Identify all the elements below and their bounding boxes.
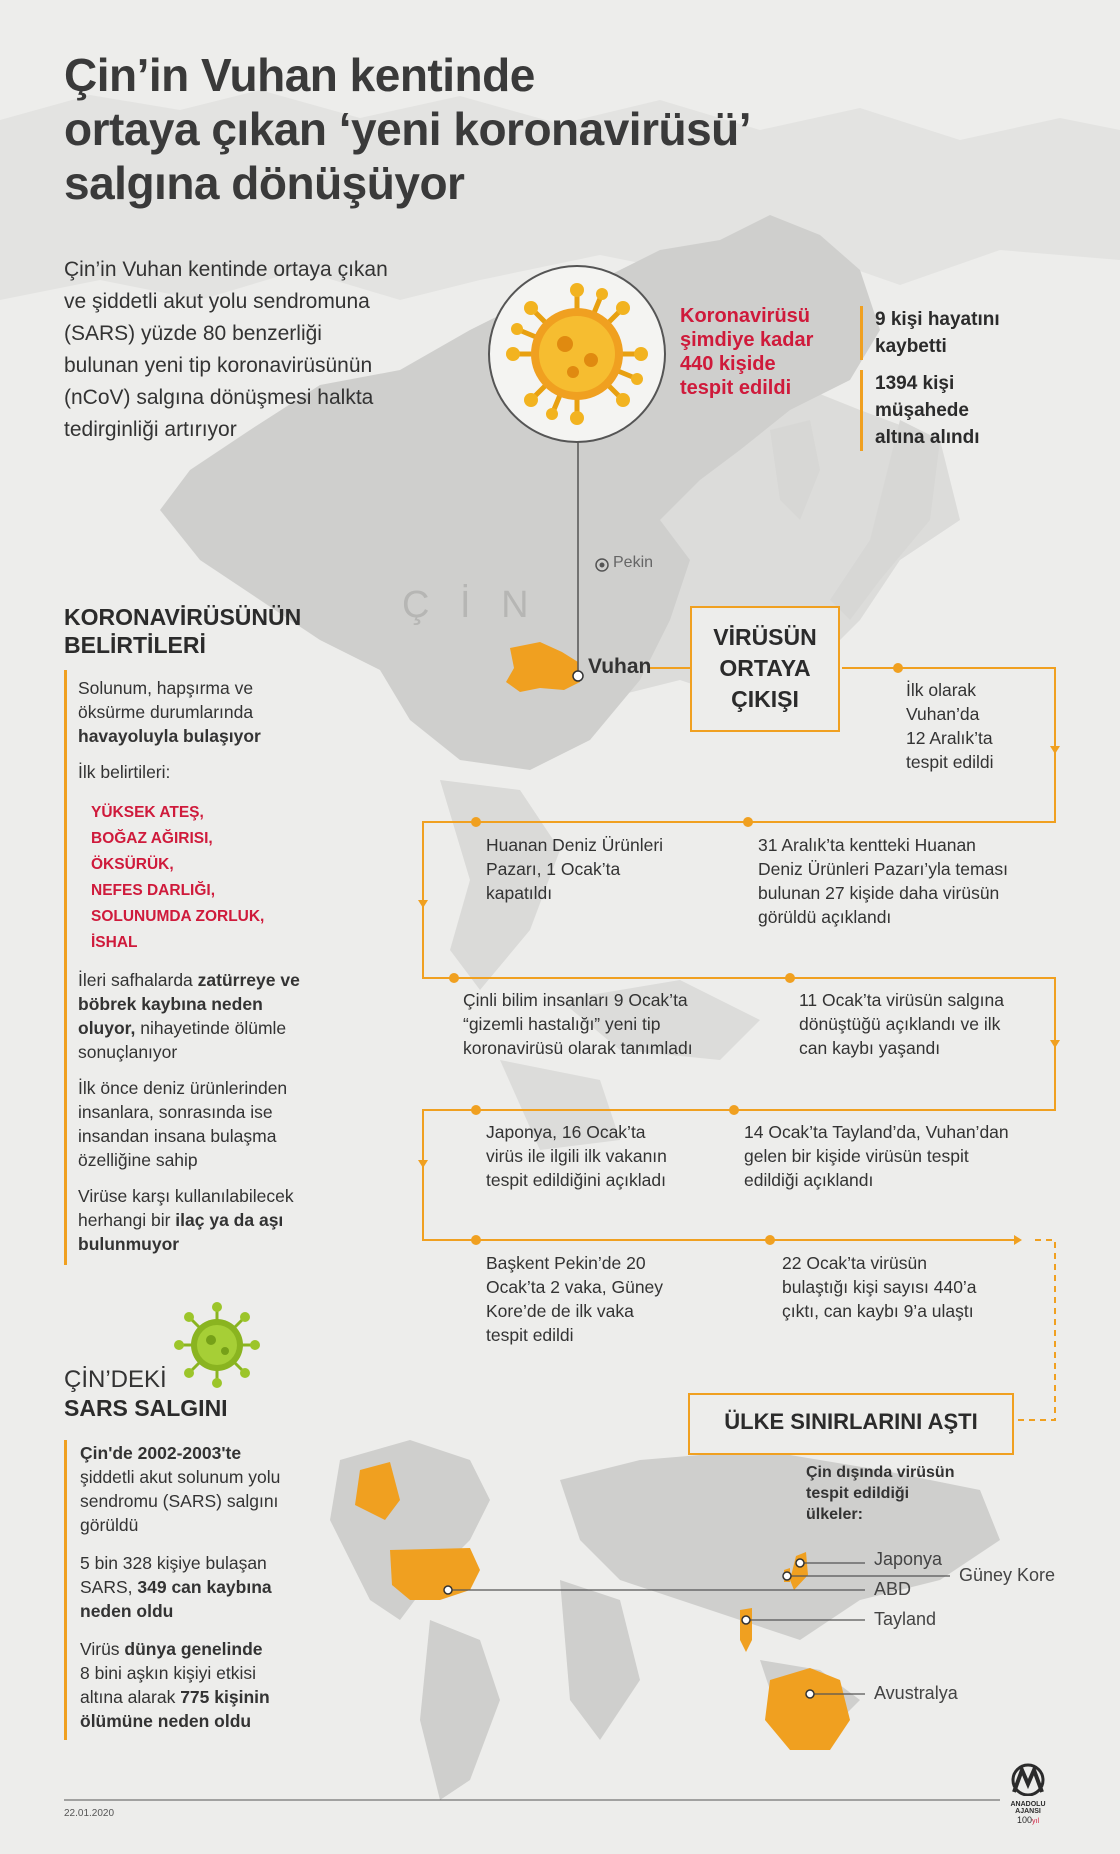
timeline-event: İlk olarak Vuhan’da 12 Aralık’ta tespit edildi: [906, 680, 994, 772]
symptom-list: YÜKSEK ATEŞ, BOĞAZ AĞIRISI, ÖKSÜRÜK, NEFES DARLIĞI, SOLUNUMDA ZORLUK, İSHAL: [91, 804, 265, 951]
symptoms-heading: KORONAVİRÜSÜNÜN BELİRTİLERİ: [64, 604, 302, 658]
vuhan-label: Vuhan: [588, 655, 652, 678]
aa-logo-icon: [1006, 1762, 1050, 1796]
timeline-event: 31 Aralık’ta kentteki Huanan Deniz Ürünleri Pazarı’yla teması bulunan 27 kişide daha virüsün görüldü açıklandı: [758, 835, 1008, 927]
brand-name: ANADOLU AJANSI: [1010, 1801, 1046, 1815]
country-usa: ABD: [874, 1579, 912, 1599]
world-subheading: Çin dışında virüsün tespit edildiği ülkeler:: [806, 1464, 955, 1523]
country-japan: Japonya: [874, 1549, 943, 1569]
pekin-label: Pekin: [613, 554, 654, 571]
timeline-event: Başkent Pekin’de 20 Ocak’ta 2 vaka, Güney Kore’de de ilk vaka tespit edildi: [486, 1253, 664, 1345]
observed-stat: 1394 kişi müşahede altına alındı: [860, 370, 980, 451]
publish-date: 22.01.2020: [64, 1808, 115, 1819]
country-thailand: Tayland: [874, 1609, 937, 1629]
timeline-event: 14 Ocak’ta Tayland’da, Vuhan’dan gelen bir kişide virüsün tespit edildiği açıklandı: [744, 1122, 1009, 1190]
timeline-event: Çinli bilim insanları 9 Ocak’ta “gizemli hastalığı” yeni tip koronavirüsü olarak tanımladı: [463, 990, 693, 1058]
symptoms-bar: [64, 670, 67, 1265]
china-label: Ç İ N: [402, 584, 539, 626]
sars-body: Çin'de 2002-2003'te şiddetli akut solunum yolu sendromu (SARS) salgını görüldü 5 bin 328 kişiye bulaşan SARS, 349 can kaybına neden oldu Virüs dünya genelinde 8 bini aşkın kişiyi etkisi altına alarak 775 kişinin ölümüne neden oldu: [80, 1443, 281, 1731]
timeline-event: Japonya, 16 Ocak’ta virüs ile ilgili ilk vakanın tespit edildiğini açıkladı: [486, 1122, 667, 1190]
country-south-korea: Güney Kore: [959, 1565, 1056, 1585]
anniversary-badge: 100yıl: [1016, 1815, 1040, 1825]
intro-paragraph: Çin’in Vuhan kentinde ortaya çıkan ve şiddetli akut yolu sendromuna (SARS) yüzde 80 benzerliği bulunan yeni tip koronavirüsünün (nCoV) salgına dönüşmesi halkta tedirginliği artırıyor: [64, 258, 388, 441]
aa-logo: [998, 1762, 1058, 1825]
australia-shape: [765, 1668, 850, 1750]
symptoms-body: Solunum, hapşırma ve öksürme durumlarında havayoluyla bulaşıyor İlk belirtileri: YÜKSEK ATEŞ, BOĞAZ AĞIRISI, ÖKSÜRÜK, NEFES DARLIĞI, SOLUNUMDA ZORLUK, İSHAL İleri safhalarda zatürreye ve böbrek kaybına neden oluyor, nihayetinde ölümle sonuçlanıyor İlk önce deniz ürünlerinden insanlara, sonrasında ise insandan insana bulaşma özelliğine sahip Virüse karşı kullanılabilecek herhangi bir ilaç ya da aşı bulunmuyor: [78, 676, 348, 1256]
usa-shape: [390, 1548, 480, 1600]
page-title: Çin’in Vuhan kentinde ortaya çıkan ‘yeni koronavirüsü’ salgına dönüşüyor: [64, 49, 752, 209]
virus-circle: [488, 265, 666, 443]
coronavirus-icon: [490, 267, 664, 441]
cases-stat: Koronavirüsü şimdiye kadar 440 kişide tespit edildi: [680, 305, 814, 399]
world-heading-box: ÜLKE SINIRLARINI AŞTI: [688, 1393, 1014, 1455]
thailand-shape: [740, 1608, 752, 1652]
sars-bar: [64, 1440, 67, 1740]
timeline-event: Huanan Deniz Ürünleri Pazarı, 1 Ocak’ta kapatıldı: [486, 835, 664, 903]
sars-heading: ÇİN’DEKİ SARS SALGINI: [64, 1366, 228, 1421]
timeline-heading-box: VİRÜSÜN ORTAYA ÇIKIŞI: [690, 606, 840, 732]
country-australia: Avustralya: [874, 1683, 958, 1703]
timeline-event: 22 Ocak’ta virüsün bulaştığı kişi sayısı 440’a çıktı, can kaybı 9’a ulaştı: [782, 1253, 977, 1321]
timeline-event: 11 Ocak’ta virüsün salgına dönüştüğü açıklandı ve ilk can kaybı yaşandı: [799, 990, 1004, 1058]
deaths-stat: 9 kişi hayatını kaybetti: [860, 306, 1000, 360]
